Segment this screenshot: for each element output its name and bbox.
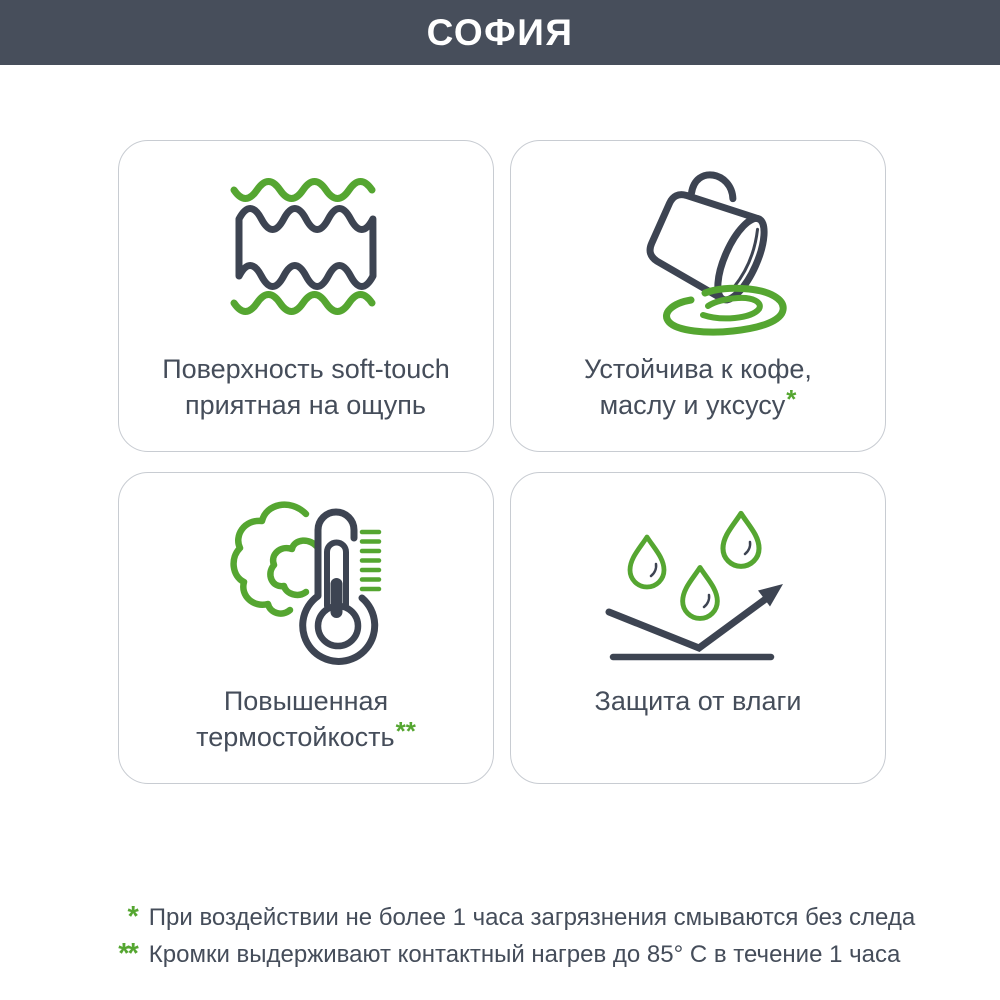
footnote-text: Кромки выдерживают контактный нагрев до 85° С в течение 1 часа bbox=[148, 941, 901, 968]
caption-asterisk: * bbox=[786, 384, 797, 414]
caption-line-2: термостойкость** bbox=[196, 716, 416, 752]
footnote-marker: * bbox=[127, 901, 137, 933]
thermometer-icon bbox=[226, 492, 386, 668]
spill-puddle bbox=[666, 288, 783, 332]
mug-body bbox=[643, 183, 759, 299]
caption-asterisk: ** bbox=[395, 716, 416, 746]
icon-area bbox=[511, 141, 885, 341]
caption-line-2: маслу и уксусу* bbox=[599, 384, 797, 420]
caption-line-1: Поверхность soft-touch bbox=[162, 354, 450, 384]
feature-grid bbox=[118, 140, 886, 784]
caption-line-1: Устойчива к кофе, bbox=[584, 354, 812, 384]
feature-card-heat-resistant bbox=[118, 472, 494, 784]
caption-line-1: Повышенная bbox=[223, 686, 389, 716]
footnote-text: При воздействии не более 1 часа загрязнения смываются без следа bbox=[148, 904, 916, 931]
caption-line-1: Защита от влаги bbox=[594, 686, 802, 716]
wave-top bbox=[234, 182, 372, 199]
header-bar bbox=[0, 0, 1000, 65]
bounce-arrow bbox=[609, 598, 767, 648]
footnote-marker: ** bbox=[118, 938, 137, 970]
card-caption bbox=[119, 341, 493, 433]
caption-line-2: приятная на ощупь bbox=[185, 390, 426, 420]
wave-bottom bbox=[234, 295, 372, 312]
soft-slab bbox=[239, 209, 373, 287]
tipped-mug bbox=[643, 163, 783, 306]
card-caption bbox=[511, 341, 885, 433]
scale-ticks bbox=[362, 532, 379, 589]
icon-area bbox=[511, 473, 885, 673]
steam-cloud-small bbox=[270, 541, 318, 595]
spilled-cup-icon bbox=[603, 161, 793, 335]
water-drops bbox=[630, 513, 759, 618]
feature-card-moisture bbox=[510, 472, 886, 784]
water-repel-icon bbox=[603, 496, 793, 664]
card-caption bbox=[511, 673, 885, 765]
footnote-1 bbox=[85, 899, 915, 936]
caption-line-2 bbox=[698, 719, 699, 755]
icon-area bbox=[119, 141, 493, 341]
footnotes bbox=[85, 899, 915, 973]
icon-area bbox=[119, 473, 493, 673]
product-title: СОФИЯ bbox=[426, 12, 574, 53]
spill-swirl bbox=[703, 298, 760, 319]
soft-touch-icon bbox=[221, 177, 391, 319]
feature-card-stain-resistant bbox=[510, 140, 886, 452]
feature-card-soft-touch bbox=[118, 140, 494, 452]
footnote-2 bbox=[85, 936, 915, 973]
card-caption bbox=[119, 673, 493, 765]
